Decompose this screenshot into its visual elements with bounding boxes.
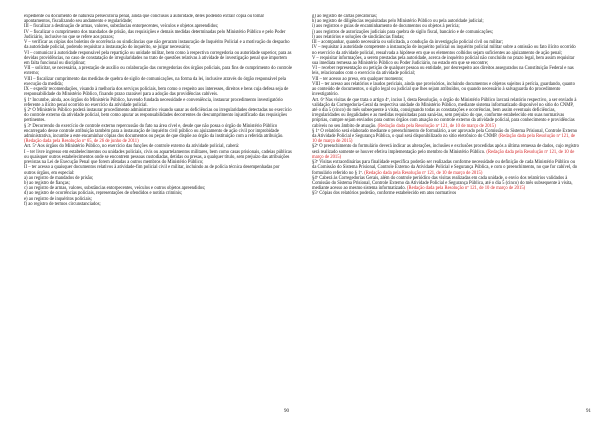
paragraph-text: § 2º O Ministério Público poderá instaurar procedimento administrativo visando sanar as deficiências ou irregularidades detectadas no exercício do controle externo da atividade policial, bem como apurar as responsabilidades decorrentes do descumprimento injustificado das requisições pertinentes. [24, 107, 292, 124]
paragraph [312, 160, 580, 176]
paragraph [24, 51, 292, 67]
paragraph [24, 124, 292, 145]
paragraph [312, 176, 580, 192]
page-right [312, 14, 580, 406]
paragraph [24, 150, 292, 166]
paragraph-text: §4º Caberá às Corregedorias Gerais, além do controle periódico das visitas realizadas em cada unidade, o envio dos relatórios validados à Comissão do Sistema Prisional, Controle Externo da Atividade Policial e Segurança Pública, até o dia 5 (cinco) do mês subsequente à visita, mediante acesso ao mesmo sistema informatizado. [312, 175, 573, 192]
paragraph [24, 14, 292, 24]
paragraph-text: Art. 5º Aos órgãos do Ministério Público, no exercício das funções de controle externo da atividade policial, caberá: [24, 144, 240, 150]
paragraph-text: III – fiscalizar a destinação de armas, valores, substâncias entorpecentes, veículos e objetos apreendidos; [24, 24, 219, 30]
paragraph-text: VI – receber representação ou petição de qualquer pessoa ou entidade, por desrespeito aos direitos assegurados na Constituição Federal e nas leis, relacionados com o exercício da atividade policial; [312, 66, 574, 77]
paragraph [24, 202, 292, 207]
paragraph-text: I – ter livre ingresso em estabelecimentos ou unidades policiais, civis ou aquartelamentos militares, bem como casas prisionais, cadeias públicas ou quaisquer outros estabelecimentos onde se encontrem pessoas custodiadas, detidas ou presas, a qualquer título, sem prejuízo das atribuições previstas na Lei de Execução Penal que forem afetadas a outros membros do Ministério Público; [24, 149, 292, 166]
paragraph-text: §5º Cópias dos relatórios poderão, conforme estabelecido em atos normativos [312, 191, 457, 197]
paragraph-text: IV – fiscalizar o cumprimento dos mandados de prisão, das requisições e demais medidas determinadas pelo Ministério Público e pelo Poder Judiciário, inclusive no que se refere aos prazos; [24, 29, 286, 40]
paragraph-text: VIII – fiscalizar cumprimento das medidas de quebra de sigilo de comunicações, na forma da lei, inclusive através do órgão responsável pela execução da medida; [24, 76, 286, 87]
paragraph [312, 191, 580, 196]
amendment-note: (Redação dada pela Resolução nº 65, de 26 de junho de 2011) [24, 139, 139, 145]
paragraph-text: § 1º O relatório será elaborado mediante o preenchimento de formulário, a ser aprovado pela Comissão do Sistema Prisional, Controle Externo da Atividade Policial e Segurança Pública, o qual será disponibilizado no sítio eletrônico do CNMP. [312, 128, 578, 140]
amendment-note: (Redação dada pela Resolução nº 121, de 10 de março de 2015) [312, 149, 575, 160]
paragraph-text: § 1º Incumbe, ainda, aos órgãos do Ministério Público, havendo fundada necessidade e conveniência, instaurar procedimento investigatório referente a ilícito penal ocorrido no exercício da atividade policial. [24, 97, 283, 108]
paragraph-text: IX – expedir recomendações, visando à melhoria dos serviços policiais, bem como o respeito aos interesses, direitos e bens cuja defesa seja de responsabilidade do Ministério Público, fixando prazo razoável para a adoção das providências cabíveis. [24, 87, 289, 98]
paragraph [312, 129, 580, 145]
paragraph-text: c) ao registro de armas, valores, substâncias entorpecentes, veículos e outros objetos apreendidos; [24, 186, 206, 192]
paragraph [312, 144, 580, 160]
paragraph-text: g) ao registro de cartas precatórias; [312, 14, 378, 19]
page-left [24, 14, 292, 406]
paragraph-text: § 3º Decorrendo do exercício de controle externo repercussão do fato na área cível e, desde que não possa o órgão do Ministério Público encarregado desse controle atribuição também para a instauração de inquérito civil público ou ajuizamento de ação civil por improbidade administrativa, incumbe a este encaminhar cópias dos documentos ou peças de que dispõe ao órgão da instituição com a referida atribuição. [24, 123, 284, 140]
paragraph-text: l) aos relatórios e soluções de sindicâncias findas; [312, 34, 405, 40]
page-number-left: 90 [284, 409, 289, 414]
paragraph-text: d) ao registro de ocorrências policiais, representações de ofendidos e notitia criminis; [24, 191, 183, 197]
paragraph-text: VI – comunicar à autoridade responsável pela repartição ou unidade militar, bem como à respectiva corregedoria ou autoridade superior, para as devidas providências, no caso de constatação de irregularidades no trato de questões relativas à atividade de investigação penal que importem em falta funcional ou disciplinar; [24, 50, 292, 66]
paragraph-text: e) ao registro de inquéritos policiais; [24, 196, 92, 202]
paragraph-text: j) aos registros de autorizações judiciais para quebra de sigilo fiscal, bancário e de comunicações; [312, 29, 494, 35]
paragraph-text: §3º Visitas extraordinárias para finalidade específica poderão ser realizadas conforme necessidade ou definição de cada Ministério Público ou da Comissão do Sistema Prisional, Controle Externo da Atividade Policial e Segurança Pública, e com o preenchimento, no que for cabível, do formulário referido no § 1º. [312, 160, 578, 176]
paragraph-text: VIII – ter acesso aos relatórios e laudos periciais, ainda que provisórios, incluindo documentos e objetos sujeitos à perícia, guardando, quanto ao conteúdo de documentos, o sigilo legal ou judicial que lhes sejam atribuídos, ou quando necessário à salvaguarda do procedimento investigatório. [312, 81, 575, 98]
page-number-right: 91 [586, 409, 591, 414]
paragraph-text: VII – solicitar, se necessária, a prestação de auxílio ou colaboração das corregedorias dos órgãos policiais, para fins de cumprimento do controle externo; [24, 66, 292, 77]
paragraph-text: §2º O preenchimento do formulário deverá indicar as alterações, inclusões e exclusões procedidas após a última remessa de dados, cujo registro será realizado somente se houver efetiva implementação pelo membro do Ministério Público. [312, 144, 579, 155]
paragraph [312, 98, 580, 129]
paragraph-text: h) ao registro de diligências requisitadas pelo Ministério Público ou pela autoridade judicial; [312, 19, 484, 25]
paragraph-text: III – acompanhar, quando necessária ou solicitada, a condução da investigação policial civil ou militar; [312, 40, 504, 46]
paragraph [312, 45, 580, 55]
paragraph [24, 66, 292, 76]
paragraph [24, 40, 292, 50]
paragraph [312, 56, 580, 66]
paragraph [24, 98, 292, 108]
amendment-note: (Redação dada pela Resolução nº 121, de 10 de março de 2015) [364, 170, 483, 176]
paragraph-text: II – ter acesso a quaisquer documentos relativos à atividade-fim policial civil e militar, incluindo as de polícia técnica desempenhadas por outros órgãos, em especial: [24, 165, 280, 176]
paragraph-text: i) aos registros e guias de encaminhamento de documentos ou objetos à perícia; [312, 24, 460, 30]
paragraph-text: VII – ter acesso ao preso, em qualquer momento; [312, 76, 404, 82]
paragraph [24, 108, 292, 124]
paragraph [24, 30, 292, 40]
amendment-note: (Redação dada pela Resolução nº 121, de 10 de março de 2015) [312, 134, 576, 145]
paragraph-text: V – requisitar informações, a serem prestadas pela autoridade, acerca de inquérito policial não concluído no prazo legal, bem assim requisitar sua imediata remessa ao Ministério Público ou Poder Judiciário, no estado em que se encontre; [312, 55, 575, 66]
paragraph [24, 77, 292, 87]
paragraph-text: b) ao registro de fianças; [24, 181, 70, 186]
paragraph [312, 82, 580, 98]
paragraph [24, 165, 292, 175]
paragraph-text: V – verificar as cópias dos boletins de ocorrência ou sindicâncias que não geraram instauração de Inquérito Policial e a motivação do despacho da autoridade policial, podendo requisitar a instauração do inquérito, se julgar necessário; [24, 40, 290, 51]
paragraph [312, 66, 580, 76]
amendment-note: (Redação dada pela Resolução nº 121, de 10 de março de 2015) [377, 123, 496, 129]
paragraph-text: f) ao registro de termos circunstanciados; [24, 201, 101, 207]
paragraph-text: a) ao registro de mandados de prisão; [24, 175, 94, 181]
paragraph-text: Art. 6º Nas visitas de que trata o artigo 4º, inciso I, desta Resolução, o órgão do Ministério Público lavrará relatório respectivo, a ser enviado à validação da Corregedoria-Geral da respectiva unidade do Ministério Público, mediante sistema informatizado disponível no sítio do CNMP, até o dia 5 (cinco) do mês subsequente à visita, consignando todas as constatações e ocorrências, bem assim eventuais deficiências, irregularidades ou ilegalidades e as medidas requisitadas para saná-las, sem prejuízo do que, conforme estabelecido em suas normativas próprias, cumpre sejam enviados para outros órgãos com atuação no controle externo da atividade policial, para conhecimento e providências cabíveis no seu âmbito de atuação. [312, 97, 577, 129]
amendment-note: (Redação dada pela Resolução nº 121, de 10 de março de 2015) [407, 186, 526, 192]
paragraph [24, 87, 292, 97]
paragraph-text: IV – requisitar à autoridade competente a instauração de inquérito policial ou inquérito policial militar sobre a omissão ou fato ilícito ocorrido no exercício da atividade policial, ressalvada a hipótese em que os elementos colhidos sejam suficientes ao ajuizamento de ação penal; [312, 45, 576, 56]
paragraph-text: expediente ou documento de natureza persecutória penal, ainda que conclusos à autoridade, deles podendo extrair cópia ou tomar apontamentos, fiscalizando seu andamento e regularidade; [24, 14, 265, 25]
